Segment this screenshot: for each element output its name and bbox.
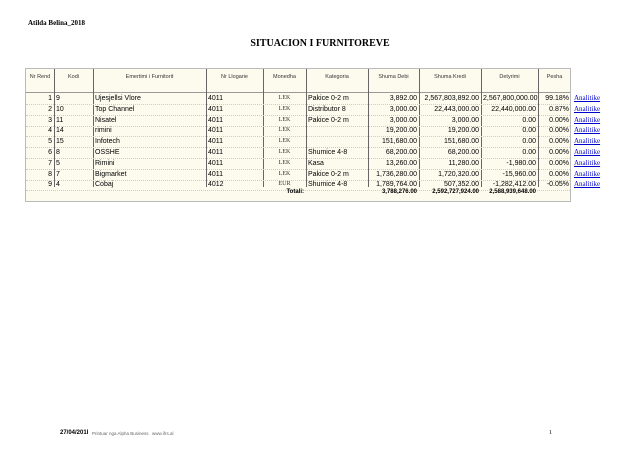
footer-printed: Printuar nga Alpha Business [92,431,149,436]
cell-nr-rend: 8 [48,170,52,178]
cell-kategoria [306,136,368,147]
cell-detyrimi: 0.00 [522,116,536,124]
cell-pesha: 99.18% [545,95,569,102]
cell-emertimi: Top Channel [95,105,135,113]
cell-nr-llogarie: 4011 [208,138,224,146]
cell-nr-llogarie: 4011 [208,159,224,167]
cell-nr-rend: 6 [48,149,52,156]
cell-kategoria: Pakice 0-2 m [308,116,349,124]
cell-pesha: 0.87% [549,105,569,113]
cell-shuma-kredi: 1,720,320.00 [438,170,479,178]
cell-pesha: 0.00% [549,159,569,167]
cell-shuma-kredi: 22,443,000.00 [434,105,479,113]
analitike-link[interactable]: Analitike [574,104,601,113]
cell-shuma-debi: 13,260.00 [385,159,417,167]
analitike-link[interactable]: Analitike [574,148,601,156]
cell-monedha: EUR [278,181,291,188]
cell-shuma-debi: 3,000.00 [389,105,417,113]
total-kredi: 2,592,727,924.00 [432,189,479,195]
cell-detyrimi: 0.00 [522,127,536,135]
header-pesha: Pesha [546,74,563,80]
cell-pesha: 0.00% [549,149,569,156]
analitike-link[interactable]: Analitike [574,180,601,189]
cell-kategoria: Shumice 4-8 [308,181,348,189]
cell-detyrimi: -1,980.00 [506,159,536,167]
cell-detyrimi: 0.00 [522,149,536,156]
header-shuma-debi: Shuma Debi [378,74,409,80]
cell-monedha: LEK [278,159,291,166]
cell-monedha: LEK [278,149,291,155]
cell-emertimi: Rimini [95,159,115,167]
header-emertimi: Emertimi i Furnitorit [125,74,174,80]
header-shuma-kredi: Shuma Kredi [434,74,466,80]
cell-detyrimi: 2,567,800,000.00 [483,95,538,102]
cell-nr-rend: 4 [48,127,52,135]
cell-nr-llogarie: 4011 [208,170,224,178]
cell-shuma-debi: 3,892.00 [389,95,417,102]
header-detyrimi: Detyrimi [499,74,520,80]
cell-nr-llogarie: 4012 [208,181,224,189]
cell-nr-llogarie: 4011 [208,105,224,113]
analitike-link[interactable]: Analitike [574,94,601,102]
cell-kodi: 15 [56,138,64,146]
cell-nr-llogarie: 4011 [208,149,224,156]
cell-kodi: 7 [56,170,60,178]
cell-shuma-kredi: 11,280.00 [448,159,479,167]
cell-kodi: 4 [56,181,60,189]
cell-kodi: 10 [56,105,64,113]
cell-pesha: 0.00% [549,127,569,135]
analitike-link[interactable]: Analitike [574,158,601,167]
cell-nr-rend: 2 [48,105,52,113]
cell-kategoria: Distributor 8 [308,105,346,113]
cell-shuma-kredi: 3,000.00 [451,116,479,124]
cell-kategoria [306,125,368,136]
cell-emertimi: Infotech [95,138,120,146]
cell-nr-llogarie: 4011 [208,95,224,102]
footer-web: www.ifrs.al [152,431,174,436]
cell-monedha: LEK [278,105,291,112]
cell-detyrimi: -1,282,412.00 [492,181,536,189]
cell-detyrimi: -15,960.00 [502,170,536,178]
cell-emertimi: rimini [95,127,112,135]
cell-kodi: 11 [56,116,64,124]
cell-pesha: 0.00% [549,138,569,146]
cell-kodi: 14 [56,127,64,135]
total-detyrimi: 2,588,939,648.00 [489,189,536,195]
total-debi: 3,788,276.00 [381,189,417,195]
cell-nr-rend: 7 [48,159,52,167]
header-nr-rend: Nr Rend [29,74,51,80]
cell-monedha: LEK [278,127,291,134]
header-row [26,69,570,93]
cell-kodi: 5 [56,159,60,167]
cell-shuma-kredi: 19,200.00 [447,127,479,135]
author-label: Atilda Belina_2018 [28,19,85,27]
cell-detyrimi: 22,440,000.00 [491,105,536,113]
header-kodi: Kodi [67,74,79,80]
cell-nr-rend: 9 [48,181,52,189]
cell-emertimi: Cobaj [95,181,114,189]
cell-shuma-debi: 3,000.00 [389,116,417,124]
cell-kategoria: Shumice 4-8 [308,149,348,156]
cell-kodi: 8 [56,149,60,156]
cell-emertimi: Nisatel [95,116,117,124]
cell-shuma-debi: 1,789,764.00 [376,181,417,189]
page-title: SITUACION I FURNITOREVE [250,38,390,49]
analitike-link[interactable]: Analitike [574,126,601,135]
cell-shuma-kredi: 151,680.00 [443,138,479,146]
analitike-link[interactable]: Analitike [574,169,601,178]
suppliers-table [25,68,571,202]
cell-kategoria: Kasa [308,159,324,167]
page-number: 1 [549,430,552,436]
cell-pesha: 0.00% [549,116,569,124]
cell-emertimi: Bigmarket [95,170,127,178]
totals-row [26,187,570,199]
cell-nr-rend: 1 [48,95,52,102]
cell-pesha: 0.00% [549,170,569,178]
cell-kategoria: Pakice 0-2 m [308,95,349,102]
cell-kodi: 9 [56,95,60,102]
header-kategoria: Kategoria [325,74,349,80]
cell-emertimi: Ujesjellsi Vlore [95,95,141,102]
cell-monedha: LEK [278,95,291,101]
cell-nr-llogarie: 4011 [208,116,224,124]
cell-monedha: LEK [278,138,291,145]
cell-monedha: LEK [278,116,291,123]
cell-emertimi: OSSHE [95,149,120,156]
cell-shuma-debi: 68,200.00 [385,149,417,156]
cell-shuma-debi: 19,200.00 [385,127,417,135]
analitike-link[interactable]: Analitike [574,137,601,146]
header-nr-llogarie: Nr Llogarie [221,74,248,80]
analitike-link[interactable]: Analitike [574,115,601,124]
cell-nr-llogarie: 4011 [208,127,224,135]
cell-pesha: -0.05% [546,181,569,189]
totals-label: Totali: [286,189,304,195]
cell-shuma-debi: 151,680.00 [381,138,417,146]
cell-nr-rend: 3 [48,116,52,124]
cell-detyrimi: 0.00 [522,138,536,146]
cell-shuma-kredi: 2,567,803,892.00 [424,95,479,102]
cell-shuma-kredi: 507,352.00 [443,181,479,189]
footer-date: 27/04/201I [60,430,89,436]
cell-monedha: LEK [278,170,291,177]
cell-shuma-kredi: 68,200.00 [447,149,479,156]
cell-nr-rend: 5 [48,138,52,146]
cell-shuma-debi: 1,736,280.00 [376,170,417,178]
header-monedha: Monedha [273,74,296,80]
cell-kategoria: Pakice 0-2 m [308,170,349,178]
